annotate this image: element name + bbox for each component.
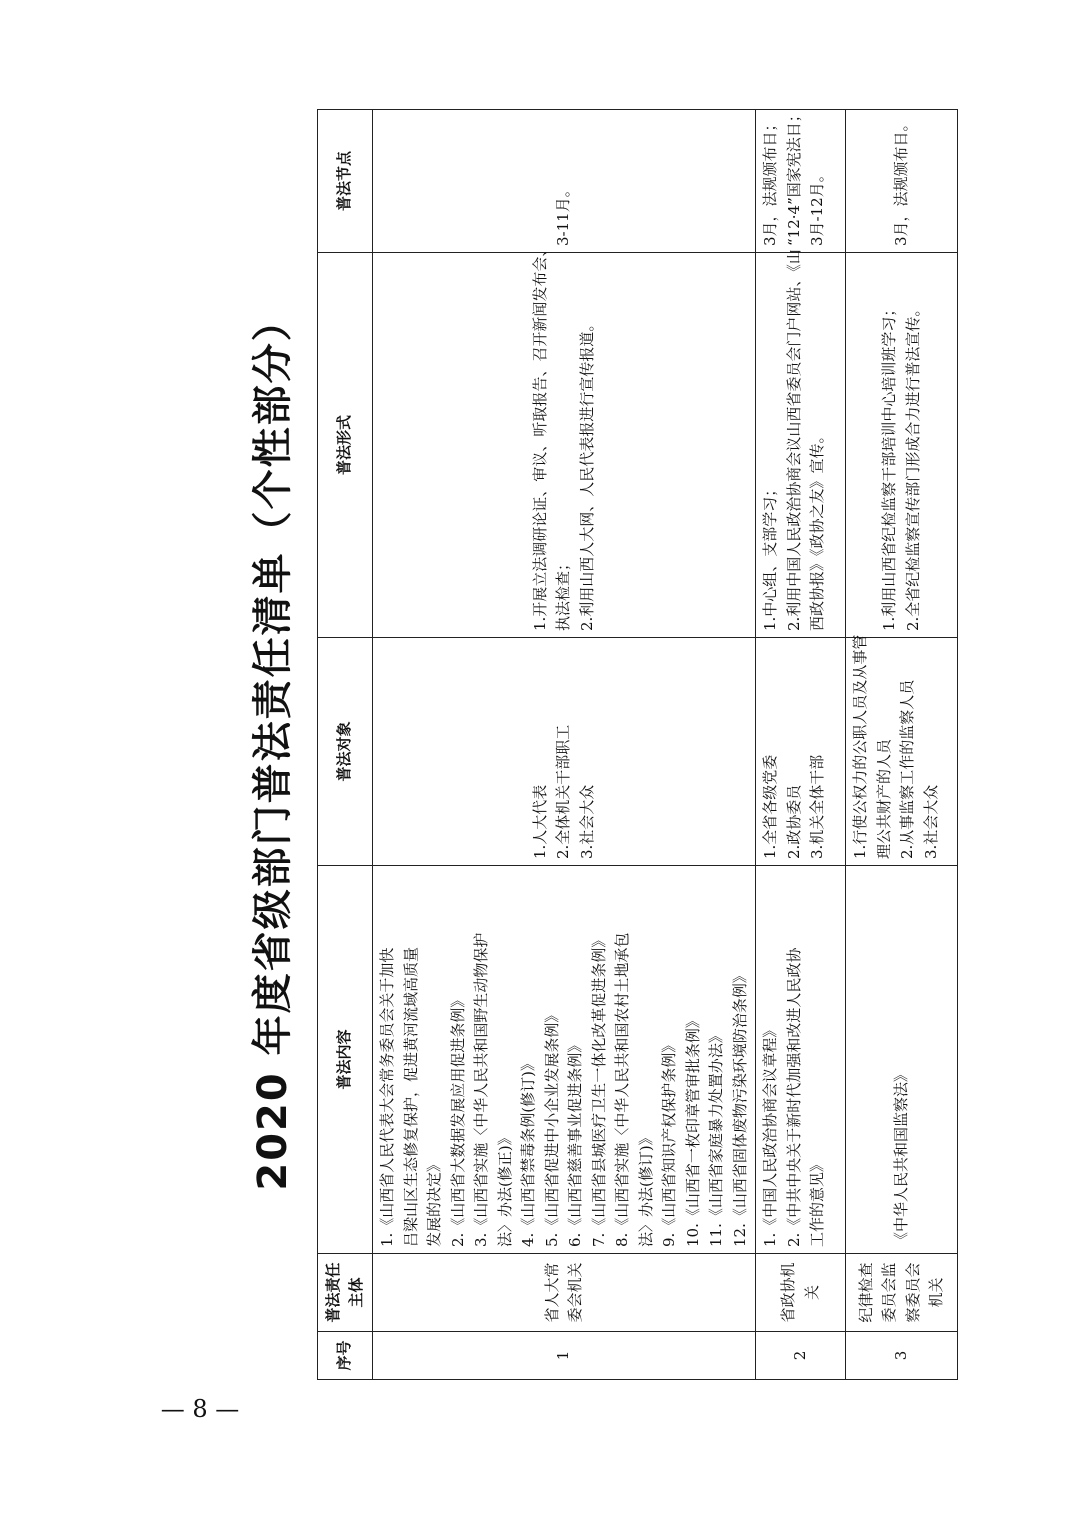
form-line: 执法检查； (554, 555, 573, 631)
content-line: 4.《山西省禁毒条例(修订)》 (519, 1055, 537, 1247)
cell-seq: 1 (373, 1332, 756, 1380)
cell-subject: 省政协机关 (756, 1254, 846, 1332)
header-target: 普法对象 (318, 638, 373, 866)
content-line: 1.《中国人民政治协商会议章程》 (761, 1022, 779, 1247)
cell-subject: 纪律检查委员会监察委员会机关 (846, 1254, 958, 1332)
responsibility-table (317, 109, 958, 1380)
target-line: 1.人大代表 (530, 784, 549, 859)
cell-node (373, 110, 756, 253)
header-node: 普法节点 (318, 110, 373, 253)
target-line: 3.机关全体干部 (808, 754, 826, 859)
content-line: 6.《山西省慈善事业促进条例》 (566, 1037, 584, 1247)
form-line: 2.全省纪检监察宣传部门形成合力进行普法宣传。 (903, 301, 922, 631)
content-line: 发展的决定》 (425, 1156, 443, 1247)
content-line: 7.《山西省县城医疗卫生一体化改革促进条例》 (589, 932, 608, 1247)
cell-content (846, 866, 958, 1254)
cell-form (756, 249, 846, 638)
content-line: 吕梁山区生态修复保护，促进黄河流域高质量 (401, 946, 420, 1247)
page-number: — 8 — (160, 1395, 240, 1423)
target-line: 1.行使公权力的公职人员及从事管 (851, 634, 869, 859)
target-line: 1.全省各级党委 (761, 754, 779, 859)
content-line: 法〉办法(修订)》 (636, 1130, 655, 1247)
header-form: 普法形式 (318, 253, 373, 638)
content-line: 12.《山西省固体废物污染环境防治条例》 (730, 968, 749, 1247)
table-row (756, 110, 846, 1380)
cell-target (756, 638, 846, 866)
target-line: 2.政协委员 (784, 784, 803, 859)
target-line: 2.从事监察工作的监察人员 (898, 679, 916, 859)
target-line: 3.社会大众 (577, 784, 596, 859)
content-line: 5.《山西省促进中小企业发展条例》 (542, 1007, 561, 1247)
content-line: 8.《山西省实施〈中华人民共和国农村土地承包 (613, 932, 631, 1247)
cell-target (373, 638, 756, 866)
node-line: 3月-12月。 (808, 167, 826, 246)
content-line: 1.《山西省人民代表大会常务委员会关于加快 (378, 947, 396, 1247)
header-seq: 序号 (318, 1332, 373, 1380)
header-content: 普法内容 (318, 866, 373, 1254)
cell-seq: 2 (756, 1332, 846, 1380)
node-line: 3月，法规颁布日； (761, 116, 779, 246)
content-line: 工作的意见》 (808, 1156, 826, 1247)
target-line: 理公共财产的人员 (874, 738, 893, 859)
content-line: 2.《中共中央关于新时代加强和改进人民政协 (784, 947, 803, 1247)
rotated-page (222, 107, 945, 1380)
table-row (373, 110, 756, 1380)
form-line: 2.利用山西人大网、人民代表报进行宣传报道。 (577, 316, 596, 631)
table-header-row (318, 110, 373, 1380)
node-line: “12·4”国家宪法日； (784, 107, 803, 246)
content-line: 10.《山西省一枚印章管审批条例》 (683, 1013, 702, 1247)
content-line: 9.《山西省知识产权保护条例》 (660, 1037, 678, 1247)
form-line: 西政协报》《政协之友》宣传。 (808, 428, 826, 631)
cell-subject: 省人大常委会机关 (373, 1254, 756, 1332)
content-line: 《中华人民共和国监察法》 (891, 1066, 910, 1247)
header-subject: 普法责任主体 (318, 1254, 373, 1332)
content-line: 2.《山西省大数据发展应用促进条例》 (448, 992, 467, 1247)
cell-content (373, 866, 756, 1254)
cell-form (373, 241, 756, 638)
cell-node (756, 107, 846, 253)
table-row (846, 110, 958, 1380)
cell-target (846, 634, 958, 866)
content-line: 11.《山西省家庭暴力处置办法》 (707, 1028, 725, 1247)
table-body (373, 107, 958, 1380)
node-line: 3月，法规颁布日。 (891, 116, 910, 246)
content-line: 3.《山西省实施〈中华人民共和国野生动物保护 (472, 932, 490, 1247)
form-line: 1.利用山西省纪检监察干部培训中心培训班学习； (880, 301, 898, 631)
page-title: 2020 年度省级部门普法责任清单（个性部分） (250, 299, 296, 1191)
cell-content (756, 866, 846, 1254)
form-line: 1.开展立法调研论证、审议、听取报告、召开新闻发布会、 (530, 241, 549, 631)
node-line: 3-11月。 (554, 182, 573, 246)
form-line: 1.中心组、支部学习； (761, 481, 779, 631)
form-line: 2.利用中国人民政治协商会议山西省委员会门户网站、《山 (784, 249, 803, 631)
responsibility-table-wrapper (317, 107, 945, 1380)
content-line: 法〉办法(修正)》 (495, 1130, 514, 1247)
cell-node (846, 110, 958, 253)
cell-form (846, 253, 958, 638)
target-line: 2.全体机关干部职工 (554, 724, 573, 859)
target-line: 3.社会大众 (921, 784, 940, 859)
cell-seq: 3 (846, 1332, 958, 1380)
